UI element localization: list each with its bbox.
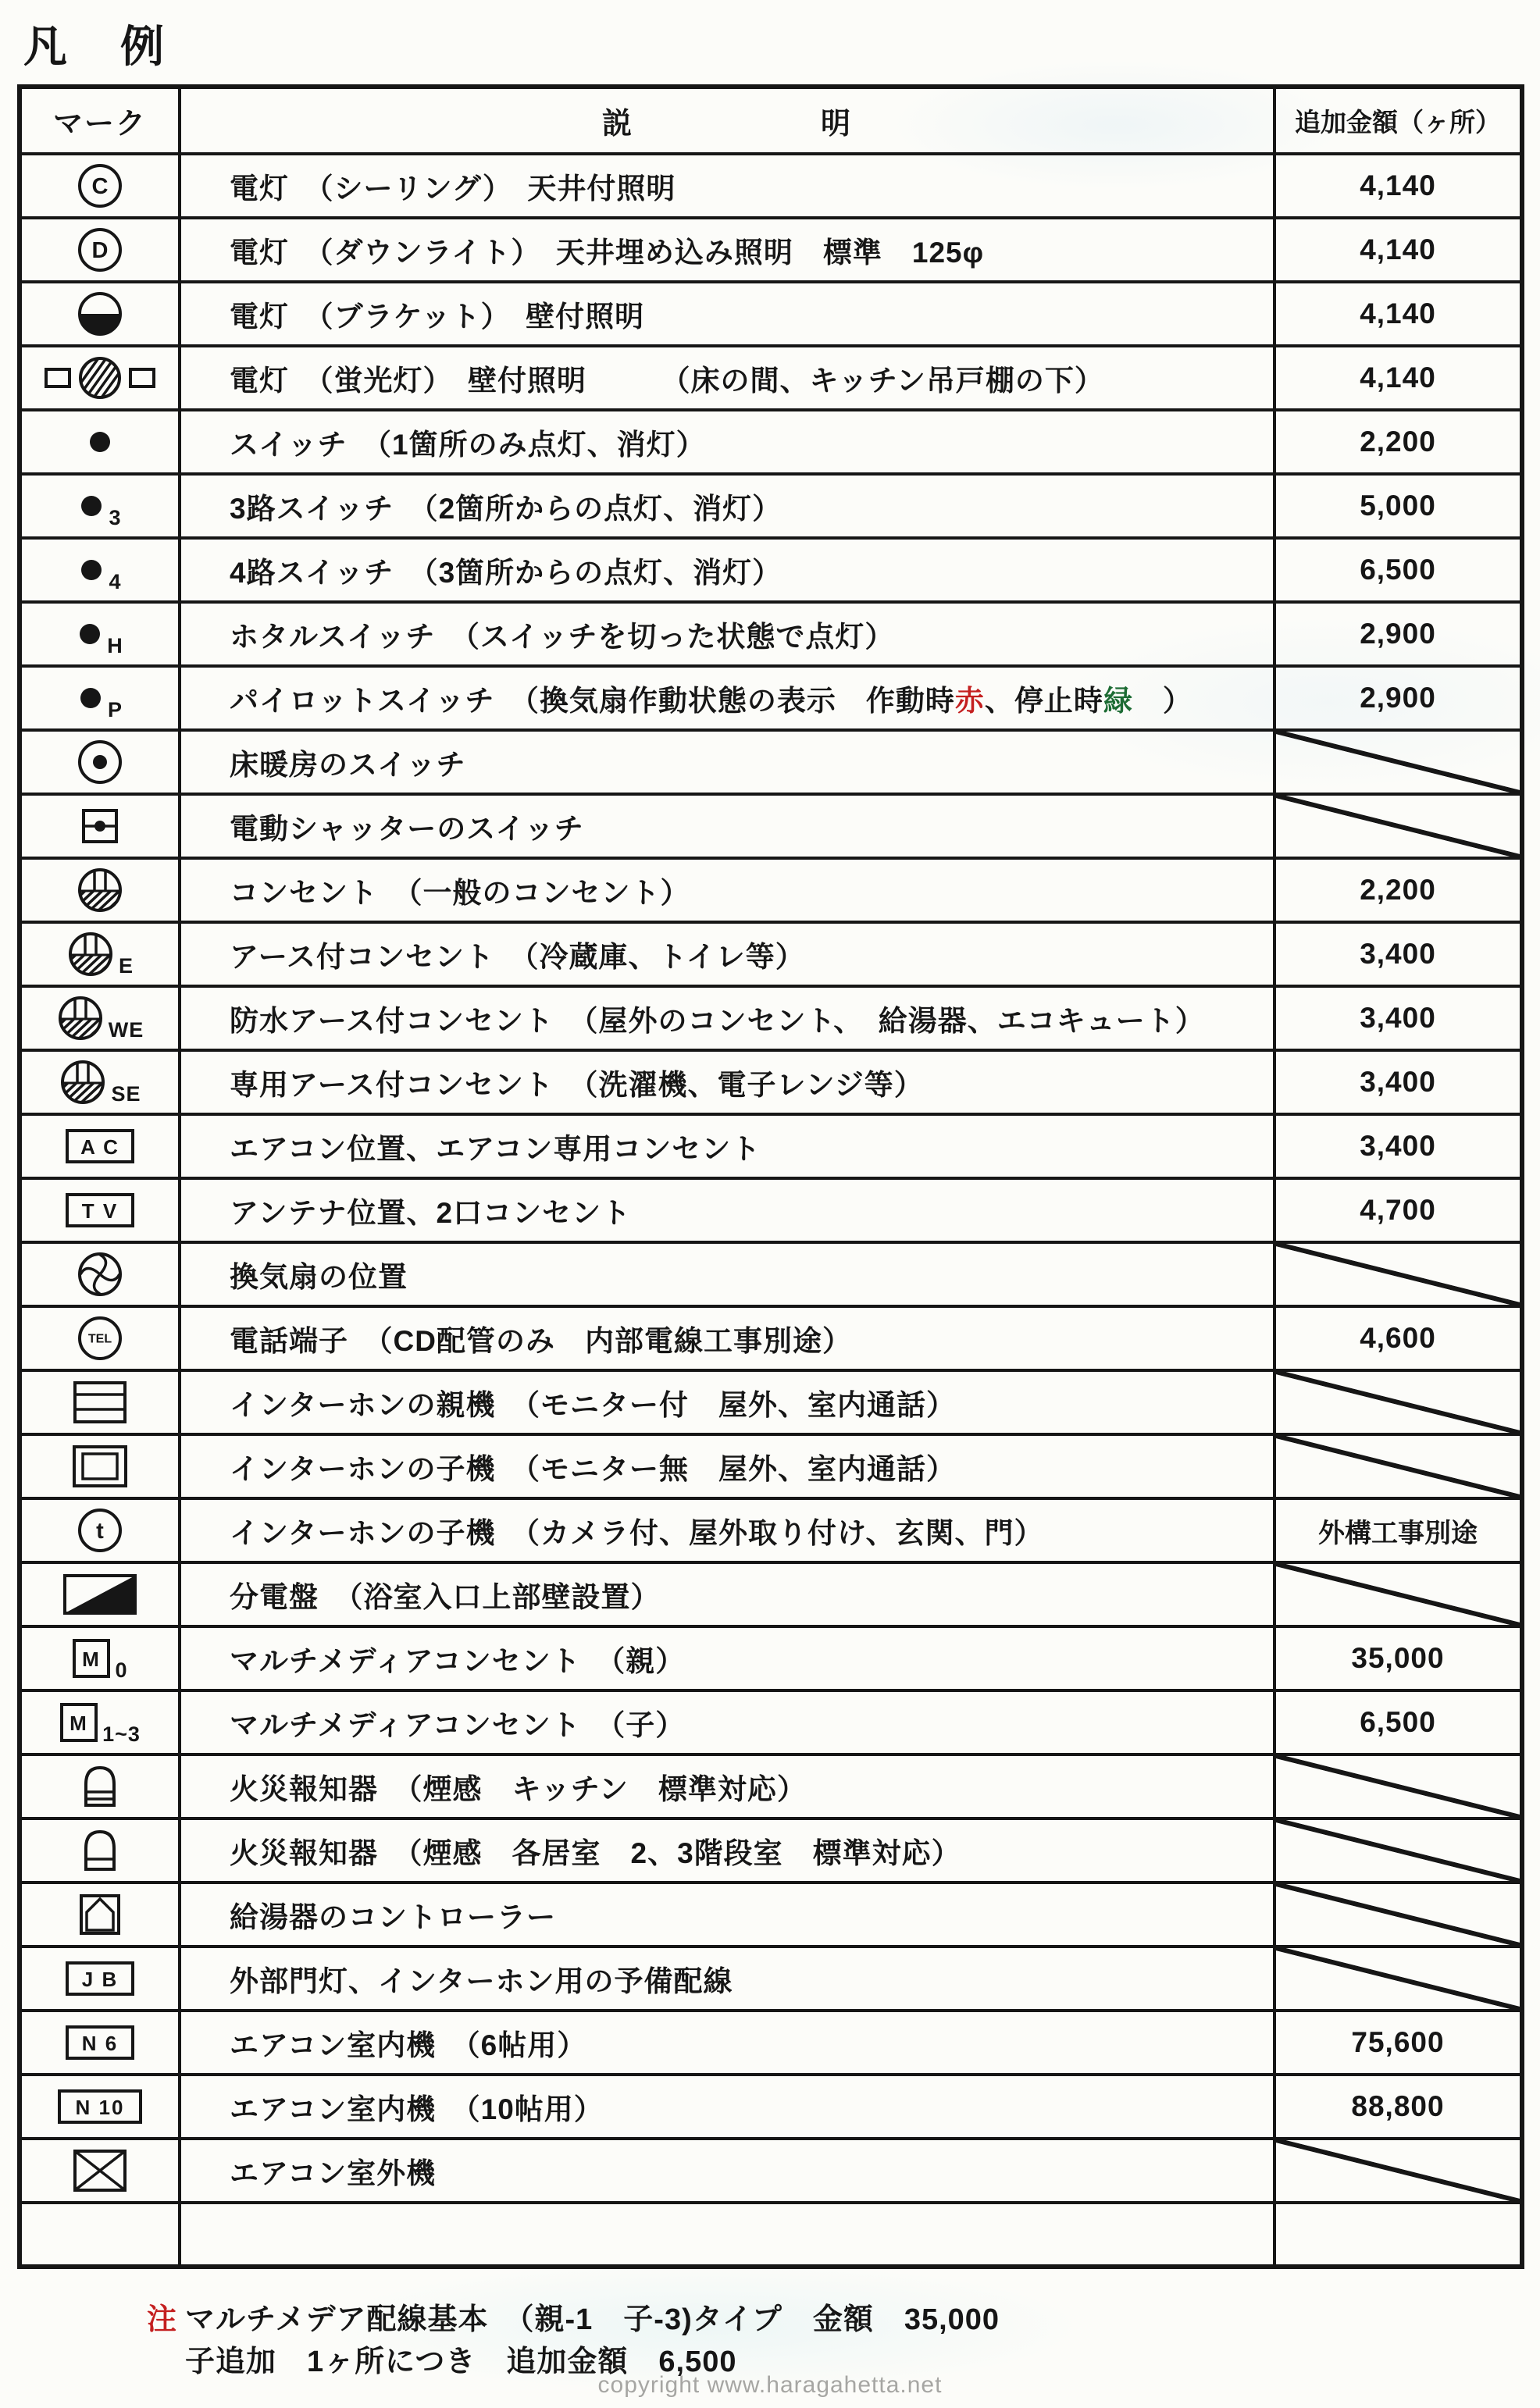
table-row: [20, 282, 1522, 346]
price-cell: 4,140: [1274, 154, 1522, 218]
mark-subscript: 0: [115, 1658, 128, 1682]
table-row: [20, 1947, 1522, 2011]
svg-text:C: C: [91, 174, 109, 199]
dedicated-earthed-outlet-icon: [59, 1058, 141, 1106]
mark-cell: [20, 666, 180, 730]
mark-cell: [20, 1498, 180, 1562]
table-row: [20, 1370, 1522, 1434]
price-cell: 3,400: [1274, 922, 1522, 986]
price-cell: [1274, 2203, 1522, 2267]
mark-cell: [20, 2139, 180, 2203]
junction-box-icon: [65, 1961, 135, 1997]
smoke-detector-kitchen-icon: [76, 1762, 124, 1811]
downlight-icon: [76, 226, 124, 274]
price-cell: 3,400: [1274, 1050, 1522, 1114]
mark-cell: [20, 282, 180, 346]
table-row: [20, 1178, 1522, 1242]
table-row: [20, 2011, 1522, 2075]
mark-cell: [20, 1114, 180, 1178]
price-cell: 2,900: [1274, 666, 1522, 730]
description-cell: 給湯器のコントローラー: [180, 1883, 1274, 1947]
description-cell: 専用アース付コンセント （洗濯機、電子レンジ等）: [180, 1050, 1274, 1114]
description-cell: エアコン位置、エアコン専用コンセント: [180, 1114, 1274, 1178]
table-row: [20, 2139, 1522, 2203]
table-row: [20, 474, 1522, 538]
description-cell: エアコン室内機 （6帖用）: [180, 2011, 1274, 2075]
description-cell: 電動シャッターのスイッチ: [180, 794, 1274, 858]
description-cell: [180, 666, 1274, 730]
svg-text:D: D: [91, 238, 109, 263]
distribution-board-icon: [62, 1573, 137, 1615]
mark-subscript: E: [118, 953, 134, 978]
mark-subscript: H: [107, 633, 123, 657]
price-cell-slash: [1274, 1370, 1522, 1434]
description-cell: 防水アース付コンセント （屋外のコンセント、 給湯器、エコキュート）: [180, 986, 1274, 1050]
table-row: [20, 154, 1522, 218]
switch-icon: [87, 418, 113, 466]
aircon-indoor-6-icon: [65, 2025, 135, 2061]
price-cell: 2,900: [1274, 602, 1522, 666]
note-line-2: 子追加 1ヶ所につき 追加金額 6,500: [185, 2346, 737, 2378]
table-row: [20, 858, 1522, 922]
mark-cell: [20, 154, 180, 218]
header-description: 説 明: [180, 87, 1274, 154]
mark-cell: [20, 602, 180, 666]
intercom-main-icon: [72, 1380, 128, 1425]
intercom-door-icon: [76, 1506, 124, 1555]
description-cell: 床暖房のスイッチ: [180, 730, 1274, 794]
table-row: [20, 1242, 1522, 1306]
mark-cell: [20, 1818, 180, 1883]
mark-cell: [20, 1370, 180, 1434]
description-cell: 火災報知器 （煙感 各居室 2、3階段室 標準対応）: [180, 1818, 1274, 1883]
svg-text:A C: A C: [80, 1135, 119, 1159]
table-row: [20, 346, 1522, 410]
hotaru-switch-icon: [77, 610, 123, 658]
mark-cell: [20, 2075, 180, 2139]
table-row: [20, 1114, 1522, 1178]
note-line-1: マルチメデア配線基本 （親-1 子-3)タイプ 金額 35,000: [185, 2303, 1000, 2336]
table-row: [20, 1306, 1522, 1370]
price-cell-slash: [1274, 1754, 1522, 1818]
mark-cell: [20, 346, 180, 410]
multimedia-outlet-main-icon: [72, 1638, 128, 1682]
price-cell-slash: [1274, 1818, 1522, 1883]
svg-text:T V: T V: [81, 1199, 119, 1223]
price-cell: 6,500: [1274, 538, 1522, 602]
description-cell: 外部門灯、インターホン用の予備配線: [180, 1947, 1274, 2011]
legend-table-header: [20, 87, 1522, 154]
mark-subscript: P: [107, 697, 123, 721]
table-row: [20, 666, 1522, 730]
mark-cell: [20, 1306, 180, 1370]
price-cell-slash: [1274, 1947, 1522, 2011]
mark-cell: [20, 922, 180, 986]
price-cell: 4,140: [1274, 282, 1522, 346]
shutter-switch-icon: [76, 802, 124, 850]
aircon-indoor-10-icon: [57, 2089, 143, 2125]
table-row: [20, 1690, 1522, 1754]
price-cell: 88,800: [1274, 2075, 1522, 2139]
price-cell: 4,140: [1274, 346, 1522, 410]
description-cell: [180, 2203, 1274, 2267]
mark-cell: [20, 1050, 180, 1114]
table-row: [20, 922, 1522, 986]
telephone-terminal-icon: [76, 1314, 124, 1363]
description-text: パイロットスイッチ （換気扇作動状態の表示 作動時: [230, 685, 955, 717]
mark-cell: [20, 1242, 180, 1306]
mark-cell: [20, 1434, 180, 1498]
ceiling-light-icon: [76, 162, 124, 210]
mark-subscript: WE: [108, 1017, 144, 1042]
fluorescent-light-icon: [43, 353, 157, 403]
svg-text:TEL: TEL: [87, 1332, 112, 1346]
note-lines: [185, 2299, 1000, 2383]
description-cell: 分電盤 （浴室入口上部壁設置）: [180, 1562, 1274, 1626]
mark-subscript: 3: [109, 505, 122, 529]
price-cell-slash: [1274, 1562, 1522, 1626]
table-row: [20, 2075, 1522, 2139]
price-cell-slash: [1274, 2139, 1522, 2203]
svg-text:N 10: N 10: [75, 2096, 125, 2119]
price-cell: 4,600: [1274, 1306, 1522, 1370]
table-row: [20, 218, 1522, 282]
table-row: [20, 1754, 1522, 1818]
header-mark: マーク: [20, 87, 180, 154]
price-cell: 外構工事別途: [1274, 1498, 1522, 1562]
description-cell: エアコン室外機: [180, 2139, 1274, 2203]
mark-cell: [20, 858, 180, 922]
price-cell-slash: [1274, 1242, 1522, 1306]
svg-text:M: M: [82, 1647, 102, 1671]
table-row: [20, 794, 1522, 858]
copyright-text: copyright www.haragahetta.net: [597, 2372, 943, 2398]
table-row: [20, 986, 1522, 1050]
header-price: 追加金額（ヶ所）: [1274, 87, 1522, 154]
mark-cell: [20, 1626, 180, 1690]
table-row: [20, 410, 1522, 474]
table-row: [20, 1562, 1522, 1626]
description-text: 、停止時: [984, 685, 1103, 717]
mark-cell: [20, 730, 180, 794]
description-cell: インターホンの子機 （カメラ付、屋外取り付け、玄関、門）: [180, 1498, 1274, 1562]
description-cell: インターホンの子機 （モニター無 屋外、室内通話）: [180, 1434, 1274, 1498]
ventilation-fan-icon: [76, 1250, 124, 1298]
price-cell-slash: [1274, 730, 1522, 794]
legend-table-body: [20, 154, 1522, 2267]
price-cell: 2,200: [1274, 858, 1522, 922]
mark-cell: [20, 1562, 180, 1626]
bracket-light-icon: [76, 290, 124, 338]
mark-subscript: 1~3: [102, 1722, 141, 1746]
description-cell: 電灯 （シーリング） 天井付照明: [180, 154, 1274, 218]
mark-cell: [20, 1947, 180, 2011]
mark-cell: [20, 218, 180, 282]
description-cell: ホタルスイッチ （スイッチを切った状態で点灯）: [180, 602, 1274, 666]
price-cell: 6,500: [1274, 1690, 1522, 1754]
mark-subscript: 4: [109, 569, 122, 593]
aircon-outdoor-icon: [72, 2148, 128, 2193]
table-row: [20, 1626, 1522, 1690]
svg-text:J B: J B: [81, 1968, 119, 1991]
description-cell: マルチメディアコンセント （親）: [180, 1626, 1274, 1690]
floor-heating-switch-icon: [76, 738, 124, 786]
smoke-detector-room-icon: [76, 1826, 124, 1875]
tv-outlet-icon: [65, 1192, 135, 1228]
price-cell-slash: [1274, 1434, 1522, 1498]
svg-text:t: t: [96, 1519, 104, 1544]
mark-cell: [20, 2203, 180, 2267]
price-cell: 3,400: [1274, 1114, 1522, 1178]
price-cell: 4,700: [1274, 1178, 1522, 1242]
description-cell: 換気扇の位置: [180, 1242, 1274, 1306]
description-cell: エアコン室内機 （10帖用）: [180, 2075, 1274, 2139]
table-row: [20, 2203, 1522, 2267]
page-title: 凡 例: [23, 22, 169, 71]
svg-text:M: M: [70, 1712, 88, 1735]
highlighted-text-green: 緑: [1103, 685, 1133, 717]
description-cell: 電灯 （ブラケット） 壁付照明: [180, 282, 1274, 346]
price-cell: 35,000: [1274, 1626, 1522, 1690]
mark-subscript: SE: [111, 1081, 141, 1106]
intercom-sub-icon: [71, 1444, 129, 1489]
description-cell: アース付コンセント （冷蔵庫、トイレ等）: [180, 922, 1274, 986]
description-cell: インターホンの親機 （モニター付 屋外、室内通話）: [180, 1370, 1274, 1434]
aircon-outlet-icon: [65, 1128, 135, 1164]
footnote: [147, 2299, 1000, 2383]
mark-cell: [20, 1883, 180, 1947]
price-cell: 2,200: [1274, 410, 1522, 474]
price-cell-slash: [1274, 1883, 1522, 1947]
description-cell: 電灯 （ダウンライト） 天井埋め込み照明 標準 125φ: [180, 218, 1274, 282]
table-row: [20, 538, 1522, 602]
four-way-switch-icon: [78, 546, 121, 594]
mark-cell: [20, 410, 180, 474]
mark-cell: [20, 538, 180, 602]
header-row: [20, 87, 1522, 154]
mark-cell: [20, 794, 180, 858]
table-row: [20, 1498, 1522, 1562]
description-cell: コンセント （一般のコンセント）: [180, 858, 1274, 922]
table-row: [20, 602, 1522, 666]
legend-table: [17, 84, 1524, 2269]
table-row: [20, 1434, 1522, 1498]
mark-cell: [20, 474, 180, 538]
description-cell: アンテナ位置、2口コンセント: [180, 1178, 1274, 1242]
description-cell: スイッチ （1箇所のみ点灯、消灯）: [180, 410, 1274, 474]
note-mark: 注: [147, 2303, 178, 2336]
description-cell: 3路スイッチ （2箇所からの点灯、消灯）: [180, 474, 1274, 538]
price-cell-slash: [1274, 794, 1522, 858]
svg-text:N 6: N 6: [81, 2032, 119, 2055]
price-cell: 5,000: [1274, 474, 1522, 538]
description-cell: 4路スイッチ （3箇所からの点灯、消灯）: [180, 538, 1274, 602]
outlet-icon: [76, 866, 124, 914]
price-cell: 3,400: [1274, 986, 1522, 1050]
pilot-switch-icon: [77, 674, 123, 722]
waterproof-earthed-outlet-icon: [56, 994, 144, 1042]
description-cell: マルチメディアコンセント （子）: [180, 1690, 1274, 1754]
mark-cell: [20, 1690, 180, 1754]
description-text: ）: [1132, 685, 1192, 717]
three-way-switch-icon: [78, 482, 121, 530]
mark-cell: [20, 1754, 180, 1818]
table-row: [20, 1818, 1522, 1883]
highlighted-text-red: 赤: [954, 685, 985, 717]
table-row: [20, 1883, 1522, 1947]
description-cell: 電灯 （蛍光灯） 壁付照明 （床の間、キッチン吊戸棚の下）: [180, 346, 1274, 410]
table-row: [20, 730, 1522, 794]
mark-cell: [20, 2011, 180, 2075]
mark-cell: [20, 1178, 180, 1242]
table-row: [20, 1050, 1522, 1114]
multimedia-outlet-sub-icon: [59, 1702, 141, 1746]
water-heater-controller-icon: [76, 1890, 124, 1939]
earthed-outlet-icon: [66, 930, 134, 978]
description-cell: 電話端子 （CD配管のみ 内部電線工事別途）: [180, 1306, 1274, 1370]
mark-cell: [20, 986, 180, 1050]
price-cell: 4,140: [1274, 218, 1522, 282]
description-cell: 火災報知器 （煙感 キッチン 標準対応）: [180, 1754, 1274, 1818]
price-cell: 75,600: [1274, 2011, 1522, 2075]
